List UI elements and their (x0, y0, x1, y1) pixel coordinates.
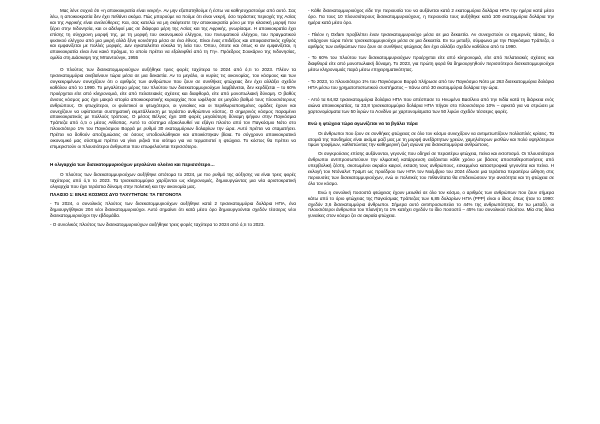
fact-item: - Πλέον η Oxfam προβλέπει έναν τρισεκατομμυριούχο μέσα σε μια δεκαετία. Αν συνεχιστούν οι σημερινές τάσεις, θα υπάρχουν τώρα πέντε τρισεκατομμυριούχοι μέσα σε μια δεκαετία. Εν τω μεταξύ, σύμφωνα με την Παγκόσμια Τράπεζα, ο αριθμός των ανθρώπων που ζουν σε συνθήκες φτώχειας δεν έχει αλλάξει σχεδόν καθόλου από το 1990. (308, 31, 554, 49)
poverty-paragraph: Οι άνθρωποι που ζουν σε συνθήκες φτώχειας σε όλο τον κόσμο συνεχίζουν να αντιμετωπίζουν πολλαπλές κρίσεις. Τα ατομιά της πανδημίας είναι ακόμα μαζί μας με τη μορφή ανεξάρτητων χρεών, χαμηλότερων μισθών και πολύ υψηλότερων τιμών τροφίμων, καθιστώντας την καθημερινή ζωή αγώνα για δισεκατομμύρια ανθρώπους. (308, 130, 554, 148)
right-column (308, 8, 554, 222)
section-heading-oligarchy: Η ολιγαρχία των δισεκατομμυριούχων μεγαλώνει ολοένα και περισσότερο… (50, 161, 215, 167)
oligarchy-paragraph: Ο πλούτος των δισεκατομμυριούχων αυξήθηκε απότομα το 2024, με πιο ρυθμό της αύξησης να είναι τρεις φορές ταχύτερος από ό,τι το 2023. Τα τρισεκατομμύρια χαρίζονται ως κληρονομιές, δημιουργώντας μια νέα αριστοκρατική ολιγαρχία που έχει τεράστια δύναμη στην πολιτική και την οικονομία μας. (50, 171, 296, 189)
box-1-heading: ΠΛΑΙΣΙΟ 1: ΕΝΑΣ ΚΟΣΜΟΣ ΔΥΟ ΤΑΧΥΤΗΤΩΝ: ΤΑ ΓΕΓΟΝΟΤΑ (50, 192, 182, 198)
fact-item: - Ο συνολικός πλούτος των δισεκατομμυριούχων αυξήθηκε τρεις φορές ταχύτερα το 2024 από ό,τι το 2023. (50, 222, 265, 228)
fact-item: - Το 2023, το πλουσιότερο 1% του Παγκόσμιου Βορρά πλήρωσε από τον Παγκόσμιο Νότο με 263 δισεκατομμύρια δολάρια ΗΠΑ μέσω του χρηματοπιστωτικού συστήματος – πάνω από 30 εκατομμύρια δολάρια την ώρα. (308, 79, 554, 91)
fact-item: - Το 2024, ο συνολικός πλούτος των δισεκατομμυριούχων αυξήθηκε κατά 2 τρισεκατομμύρια δολάρια ΗΠΑ, ένα δημιουργήθηκαν 204 νέοι δισεκατομμυριούχοι. Αυτό σημαίνει ότι κατά μέσο όρο δημιουργούνται σχεδόν τέσσερις νέοι δισεκατομμυριούχοι την εβδομάδα. (50, 201, 296, 219)
section-heading-poverty: Ενώ η φτώχεια τώρα αγωνίζεται να τα βγάλει πέρα (308, 120, 418, 126)
intro-paragraph: Ο πλούτος των δισεκατομμυριούχων αυξήθηκε τρεις φορές ταχύτερα το 2024 από ό,τι το 2023. Πλέον τα τρισεκατομμύρια ανεβαίνουν τώρα μέσα σε μια δεκαετία. Αν το μεγάλο, οι κυρίες τις οικονομίας, του κόσμους και των συγκεκριμένων συνεχίζουν ότι ο αριθμός των ανθρώπων που ζουν σε συνθήκες φτώχειας δεν έχει αλλάξει σχεδόν καθόλου από το 1990. Το μεγαλύτερο μέρος του πλούτου των δισεκατομμυριούχων λαμβάνεται, δεν κερδίζεται – το 60% προέρχεται είτε από κληρονομιά, είτε από πελατειακές σχέσεις και διαφθορά, είτε από μονοπωλιακή δύναμη. Ο βαθύς άνισος κόσμος μας έχει μακρά ιστορία αποικιοκρατικής κυριαρχίας που ωφέλησε σε μεγάλο βαθμό τους πλουσιότερους ανθρώπους. Οι φτωχότεροι, οι φυλετικοί οι φτωχότεροι, οι γυναίκες και οι περιθωριοποιημένες ομάδες έχουν και συνεχίζουν να υφίστανται συστηματική εκμετάλλευση με τεράστιο ανθρώπινο κόστος. Ο σημερινός κόσμος παραμένει αποικιοκρατικός με πολλούς τρόπους. Ο μέσος Βέλγος έχει 180 φορές μεγαλύτερη δύναμη ψήφου στην Παγκόσμια Τράπεζα από ό,τι ο μέσος Αιθίοπας. Αυτό το σύστημα εξακολουθεί να εξάγει πλούτο από τον Παγκόσμιο Νότο στο πλουσιότερο 1% του Παγκόσμιου Βορρά με ρυθμό 30 εκατομμύριων δολαρίων την ώρα. Αυτό πρέπει να σταματήσει. Πρέπει να δοθούν αποζημιώσεις σε όσους υποδουλώθηκαν και αποικίστηκαν βίαια. Το σύγχρονο αποικιοκρατικό οικονομικό μας σύστημα πρέπει να γίνει ριζικά πιο ισότιμο για να τερματιστεί η φτώχεια. Το κόστος θα πρέπει να επιμεριστούν οι πλουσιότεροι άνθρωποι που επωφελούνται περισσότερο. (50, 67, 296, 149)
conflict-paragraph: Οι συγκρούσεις επίσης αυξάνονται, γεγονός που οδηγεί σε περαιτέρω φτώχεια, πείνα και εκτοπισμό. Οι πλουσιότεροι άνθρωποι αντιπροσωπεύουν την κλιματική κατάρρευση αυξάνεται κάθε χρόνο με βάσεις αποσταθεροποιήσεις από υπερβολική ζέστη, σκοτωμένοι ακραίοι καιροί, εκταση τους ανθρώπους, εσκεμμένα καταστροφικά γεγονότα και πείνα. Η εκλογή του Ντόναλντ Τραμπ ως προέδρου των ΗΠΑ τον Νοέμβριο του 2024 έδωσε μια τεράστια περαιτέρω ώθηση στις περιουσίες των δισεκατομμυριούχων, ενώ οι πολιτικές του πιθανότατα θα επιδεινώσουν την ανισότητα και τη φτώχεια σε όλο τον κόσμο. (308, 151, 554, 186)
sukarno-quote-paragraph: Μας λένε συχνά ότι «η αποικιοκρατία είναι νεκρή». Αν μην εξαπατηθούμε ή έστω να καθησυχαστούμε από αυτό. Σας λέω, η αποικιοκρατία δεν έχει πεθάνει ακόμα. Πώς μπορούμε να πούμε ότι είναι νεκρή, όσο τεράστιες περιοχές της Ασίας και της Αφρικής είναι ανελεύθερες; Και, σας κατελώ να μη σκέφτεστε την αποικιοκρατία μόνο με την κλασική μορφή που ξέρει στην Ινδονησία, και οι αδελφοί μας σε διάφορα μέρη της Ασίας και της Αφρικής, γνωρίσαμε. Η αποικιοκρατία έχει επίσης τη σύγχρονη μορφή της, με τη μορφή του οικονομικού ελέγχου, του πνευματικού ελέγχου, του πραγματικού φυσικού ελέγχου από μια μικρή αλλά ξένη κοινότητα μέσα σε ένα έθνος. Είναι ένας επιδέξιος και αποφασιστικός εχθρός και εμφανίζεται με πολλές μορφές. Δεν εγκαταλείπει εύκολα τη λεία του. Όπου, όποτε και όπως κι αν εμφανίζεται, η αποικιοκρατία είναι ένα κακό πράγμα, το οποίο πρέπει να εξαλειφθεί από τη Γη». Πρόεδρος Σουκάρνο της Ινδονησίας, ομιλία στη Διάσκεψη της Μπαντούνγκ, 1955 (50, 8, 296, 61)
fact-item: - Το 60% του πλούτου των δισεκατομμυριούχων προέρχεται είτε από κληρονομιά, είτε από πελατειακές σχέσεις και διαφθορά είτε από μονοπωλιακή δύναμη. Το 2023, για πρώτη φορά θα δημιουργηθούν περισσότεροι δισεκατομμυριούχοι μέσω κληρονομιάς παρά μέσω επιχειρηματικότητας. (308, 55, 554, 73)
poverty-stats-paragraph: Ενώ η συνολική ποσοστά φτώχειας έχουν μειωθεί σε όλο τον κόσμο, ο αριθμός των ανθρώπων που ζουν σήμερα κάτω από το όριο φτώχειας της Παγκόσμιας Τράπεζας των 6,85 δολαρίων ΗΠΑ (PPP) είναι ο ίδιος όπως ήταν το 1990: σχεδόν 3,6 δισεκατομμύρια άνθρωποι. Σήμερα αυτό αντιπροσωπεύει το 44% της ανθρωπότητας. Εν τω μεταξύ, οι πλουσιότεροι άνθρωποι του πλανήτη το 1% κατέχει σχεδόν το ίδιο ποσοστό – 45% του συνολικού πλούτου. Μία στις δέκα γυναίκες στον κόσμο ζει σε ακραία φτώχεια. (308, 189, 554, 219)
fact-item: - Κάθε δισεκατομμυριούχος είδε την περιουσία του να αυξάνεται κατά 2 εκατομμύρια δολάρια ΗΠΑ την ημέρα κατά μέσο όρο. Για τους 10 πλουσιότερους δισεκατομμυριούχους, η περιουσία τους αυξήθηκε κατά 100 εκατομμύρια δολάρια την ημέρα κατά μέσο όρο. (308, 8, 554, 25)
fact-item: - Από τα 64,82 τρισεκατομμύρια δολάρια ΗΠΑ που απέσπασε το Ηνωμένο Βασίλειο από την Ινδία κατά τη διάρκεια ενός αιώνα αποικιοκρατίας, τα 33,8 τρισεκατομμύρια δολάρια ΗΠΑ πήγαν στο πλουσιότερο 10% – αρκετά για να στρώσει με χαρτονομίσματα των 50 λιρών το Λονδίνο με χαρτονομίσματα των 50 λιρών σχεδόν τέσσερις φορές. (308, 96, 554, 114)
left-column (50, 8, 296, 231)
spacer (50, 153, 296, 156)
